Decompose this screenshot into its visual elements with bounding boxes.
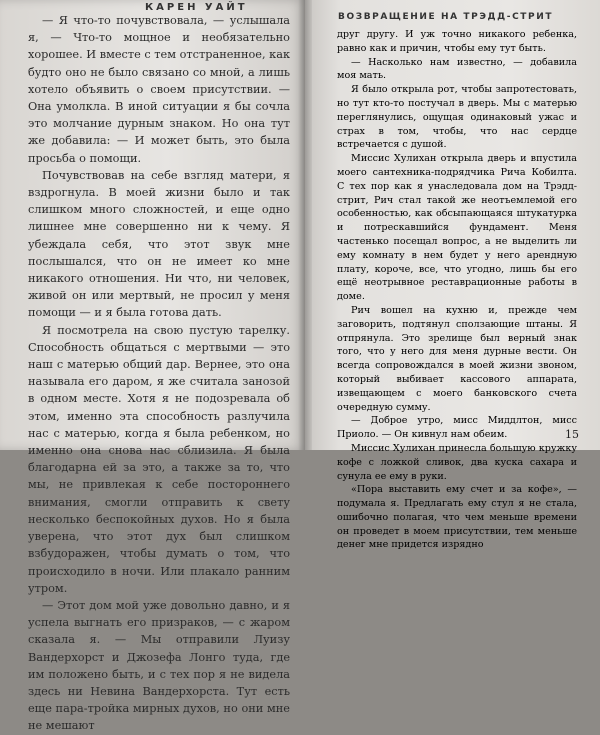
paragraph: друг другу. И уж точно никакого ребенка, равно как и причин, чтобы ему тут быть. bbox=[337, 29, 577, 54]
paragraph: Миссис Хулихан открыла дверь и впустила моего сантехника-подрядчика Рича Кобилта. С тех пор как я унаследовала дом на Трэдд-стрит, Рич стал такой же неотъемлемой его особенностью, как обсыпающаяся штукатурка и потрескавшийся фундамент. Меня частенько посещал вопрос, а не выделить ли ему комнату в нем будет у него арендную плату, короче, все, что угодно, лишь бы его ещё неотрывное реставрационные работы в доме. bbox=[337, 153, 577, 303]
book-gutter bbox=[298, 0, 312, 450]
paragraph: Почувствовав на себе взгляд матери, я вздрогнула. В моей жизни было и так слишком много сложностей, и еще одно лишнее мне совершенно ни к чему. Я убеждала себя, что этот звук мне послышался, что он не имеет ко мне никакого отношения. Ни что, ни человек, живой он или мертвый, не просил у меня помощи — и я была готова дать. bbox=[28, 168, 290, 320]
paragraph: — Я что-то почувствовала, — услышала я, — Что-то мощное и необязательно хорошее. И вместе с тем отстраненное, как будто оно не было связано со мной, а лишь хотело объявить о своем присутствии. — Она умолкла. В иной ситуации я бы сочла это молчание дурным знаком. Но она тут же добавила: — И может быть, это была просьба о помощи. bbox=[28, 14, 291, 165]
running-head-title: ВОЗВРАЩЕНИЕ НА ТРЭДД-СТРИТ bbox=[338, 12, 554, 22]
page-number: 15 bbox=[565, 428, 579, 441]
paragraph: Рич вошел на кухню и, прежде чем заговорить, подтянул сползающие штаны. Я отпрянула. Это зрелище был верный знак того, что у него для меня дурные вести. Он всегда сопровождался в моей жизни звоном, который выбивает кассового аппарата, извещающем с моего банковского счета очередную сумму. bbox=[337, 304, 577, 413]
paragraph: — Доброе утро, мисс Миддлтон, мисс Приоло. — Он кивнул нам обеим. bbox=[337, 415, 577, 441]
paragraph: — Насколько нам известно, — добавила моя мать. bbox=[337, 56, 577, 82]
running-head-author: КАРЕН УАЙТ bbox=[145, 2, 248, 13]
left-page-text bbox=[28, 12, 290, 735]
paragraph: — Этот дом мой уже довольно давно, и я успела выгнать его призраков, — с жаром сказала я. — Мы отправили Луизу Вандерхорст и Джозефа Лонго туда, где им положено быть, и с тех пор я не видела здесь ни Невина Вандерхорста. Тут есть еще пара-тройка мирных духов, но они мне не мешают bbox=[28, 598, 290, 733]
paragraph: Я было открыла рот, чтобы запротестовать, но тут кто-то постучал в дверь. Мы с матерью переглянулись, ощущая одинаковый ужас и страх в том, чтобы, что нас сердце встречается с душой. bbox=[337, 84, 577, 151]
right-page-text bbox=[337, 28, 577, 552]
paragraph: Миссис Хулихан принесла большую кружку кофе с ложкой сливок, два куска сахара и сунула ее ему в руки. bbox=[337, 442, 577, 482]
paragraph: Я посмотрела на свою пустую тарелку. Способность общаться с мертвыми — это наш с матерью общий дар. Вернее, это она называла его даром, я же считала занозой в одном месте. Хотя я не подозревала об этом, именно эта способность разлучила нас с матерью, когда я была ребенком, но именно она снова нас сблизила. Я была благодарна ей за это, а также за то, что мы, не привлекая к себе постороннего внимания, смогли отправить к свету несколько беспокойных духов. Но я была уверена, что этот дух был слишком взбудоражен, чтобы думать о том, что происходило в ночи. Или плакало ранним утром. bbox=[28, 323, 290, 595]
paragraph: «Пора выставить ему счет и за кофе», — подумала я. Предлагать ему стул я не стала, ошибочно полагая, что чем меньше времени он проведет в моем присутствии, тем меньше денег мне придется изрядно bbox=[337, 484, 577, 551]
